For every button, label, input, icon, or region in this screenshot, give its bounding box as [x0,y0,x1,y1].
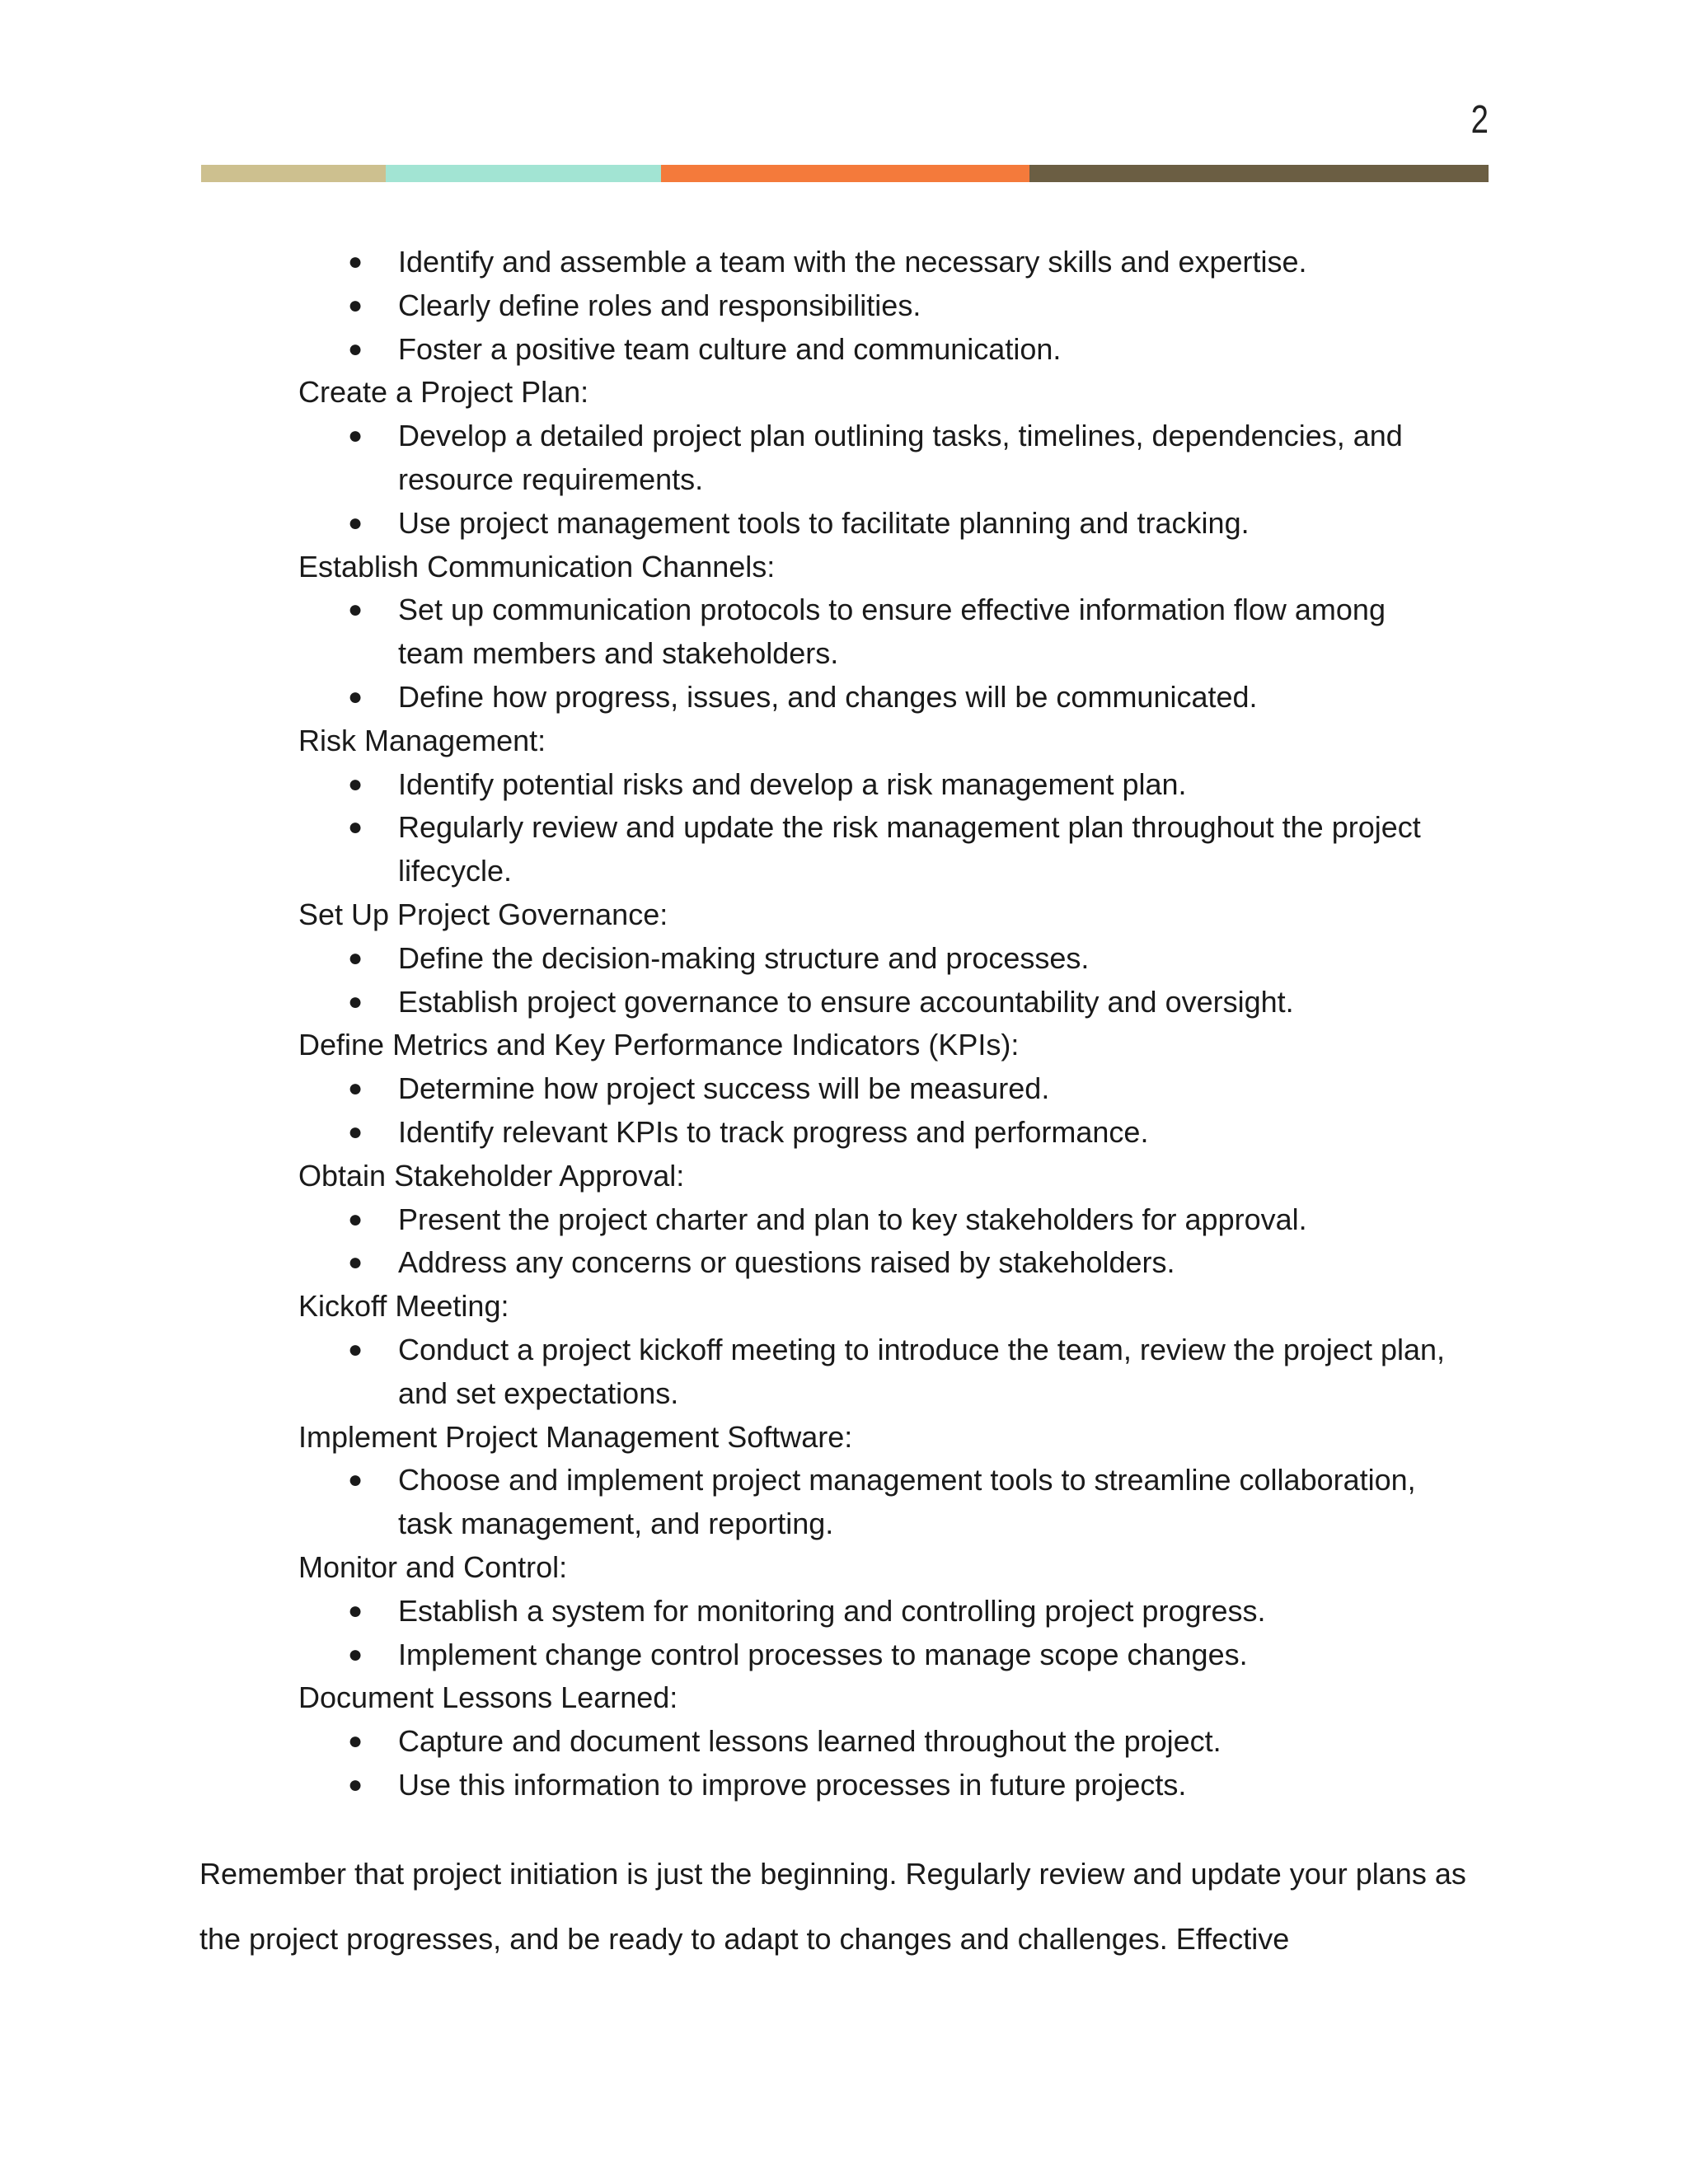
bullet-text: Define how progress, issues, and changes will be communicated. [398,679,1258,714]
bullet-text: Develop a detailed project plan outlining tasks, timelines, dependencies, and [398,419,1403,453]
bullet-icon: ● [348,1205,363,1233]
section-heading: Set Up Project Governance: [298,897,668,931]
section-heading: Document Lessons Learned: [298,1680,678,1715]
bullet-text: Capture and document lessons learned throughout the project. [398,1724,1221,1759]
bullet-item [0,415,1688,502]
bullet-icon: ● [348,944,363,972]
closing-line: Remember that project initiation is just the beginning. Regularly review and update your plans as [199,1857,1466,1891]
section-heading: Establish Communication Channels: [298,549,776,583]
page-number: 2 [1470,98,1489,142]
bullet-item [0,1198,1688,1242]
bullet-item [0,1720,1688,1764]
bullet-icon: ● [348,1466,363,1494]
header-color-bar [201,165,1489,182]
bullet-icon: ● [348,987,363,1015]
bullet-text: Identify potential risks and develop a risk management plan. [398,766,1187,801]
bullet-text: lifecycle. [398,854,513,888]
bullet-text: Regularly review and update the risk management plan throughout the project [398,810,1421,845]
bullet-item [0,1590,1688,1633]
section-heading: Define Metrics and Key Performance Indicators (KPIs): [298,1028,1020,1062]
bullet-icon: ● [348,813,363,841]
bullet-item [0,676,1688,719]
bullet-text: Present the project charter and plan to key stakeholders for approval. [398,1202,1307,1236]
bullet-item [0,981,1688,1024]
bullet-item [0,502,1688,546]
section-heading: Create a Project Plan: [298,375,589,410]
bullet-text: Foster a positive team culture and communication. [398,331,1062,366]
bullet-icon: ● [348,1249,363,1277]
bullet-item [0,1633,1688,1677]
bullet-item [0,1111,1688,1155]
bullet-text: Address any concerns or questions raised by stakeholders. [398,1245,1175,1280]
bullet-icon: ● [348,1075,363,1103]
bullet-icon: ● [348,1770,363,1798]
bullet-text: Identify and assemble a team with the necessary skills and expertise. [398,245,1307,279]
bullet-item [0,1067,1688,1111]
bullet-text: Identify relevant KPIs to track progress and performance. [398,1114,1149,1149]
closing-line: the project progresses, and be ready to adapt to changes and challenges. Effective [199,1922,1290,1956]
bullet-icon: ● [348,291,363,319]
bullet-item [0,1241,1688,1285]
bullet-icon: ● [348,248,363,275]
bullet-text: resource requirements. [398,462,704,496]
bullet-text: and set expectations. [398,1376,679,1410]
bullet-text: Define the decision-making structure and processes. [398,940,1090,975]
bullet-text: task management, and reporting. [398,1507,834,1541]
bullet-item [0,806,1688,893]
bullet-text: Choose and implement project management tools to streamline collaboration, [398,1463,1416,1497]
color-bar-segment-brown [1029,165,1489,182]
bullet-text: Implement change control processes to manage scope changes. [398,1637,1248,1671]
bullet-item [0,241,1688,284]
bullet-text: Use project management tools to facilitate planning and tracking. [398,505,1250,540]
bullet-text: Clearly define roles and responsibilities. [398,288,921,322]
bullet-text: Conduct a project kickoff meeting to introduce the team, review the project plan, [398,1332,1446,1366]
document-body [0,241,1688,1807]
bullet-icon: ● [348,682,363,710]
bullet-text: Establish project governance to ensure accountability and oversight. [398,984,1294,1019]
color-bar-segment-tan [201,165,386,182]
bullet-text: Use this information to improve processes in future projects. [398,1767,1187,1802]
section-heading: Kickoff Meeting: [298,1289,509,1324]
bullet-item [0,588,1688,676]
bullet-item [0,937,1688,981]
bullet-icon: ● [348,1118,363,1146]
bullet-icon: ● [348,770,363,798]
bullet-icon: ● [348,1335,363,1363]
bullet-icon: ● [348,509,363,537]
section-heading: Risk Management: [298,723,546,757]
bullet-icon: ● [348,1727,363,1755]
bullet-item [0,1329,1688,1416]
color-bar-segment-orange [661,165,1029,182]
section-heading: Monitor and Control: [298,1549,568,1584]
bullet-item [0,1764,1688,1807]
bullet-text: team members and stakeholders. [398,636,839,671]
closing-paragraph [199,1841,1493,1971]
bullet-icon: ● [348,596,363,624]
bullet-icon: ● [348,422,363,450]
bullet-text: Set up communication protocols to ensure effective information flow among [398,593,1386,627]
bullet-item [0,284,1688,328]
bullet-item [0,328,1688,372]
bullet-text: Establish a system for monitoring and controlling project progress. [398,1593,1266,1628]
bullet-item [0,763,1688,807]
color-bar-segment-mint [386,165,661,182]
section-heading: Obtain Stakeholder Approval: [298,1158,685,1193]
bullet-icon: ● [348,1596,363,1624]
bullet-text: Determine how project success will be measured. [398,1071,1050,1106]
bullet-icon: ● [348,335,363,363]
section-heading: Implement Project Management Software: [298,1419,853,1454]
bullet-item [0,1459,1688,1546]
bullet-icon: ● [348,1640,363,1668]
